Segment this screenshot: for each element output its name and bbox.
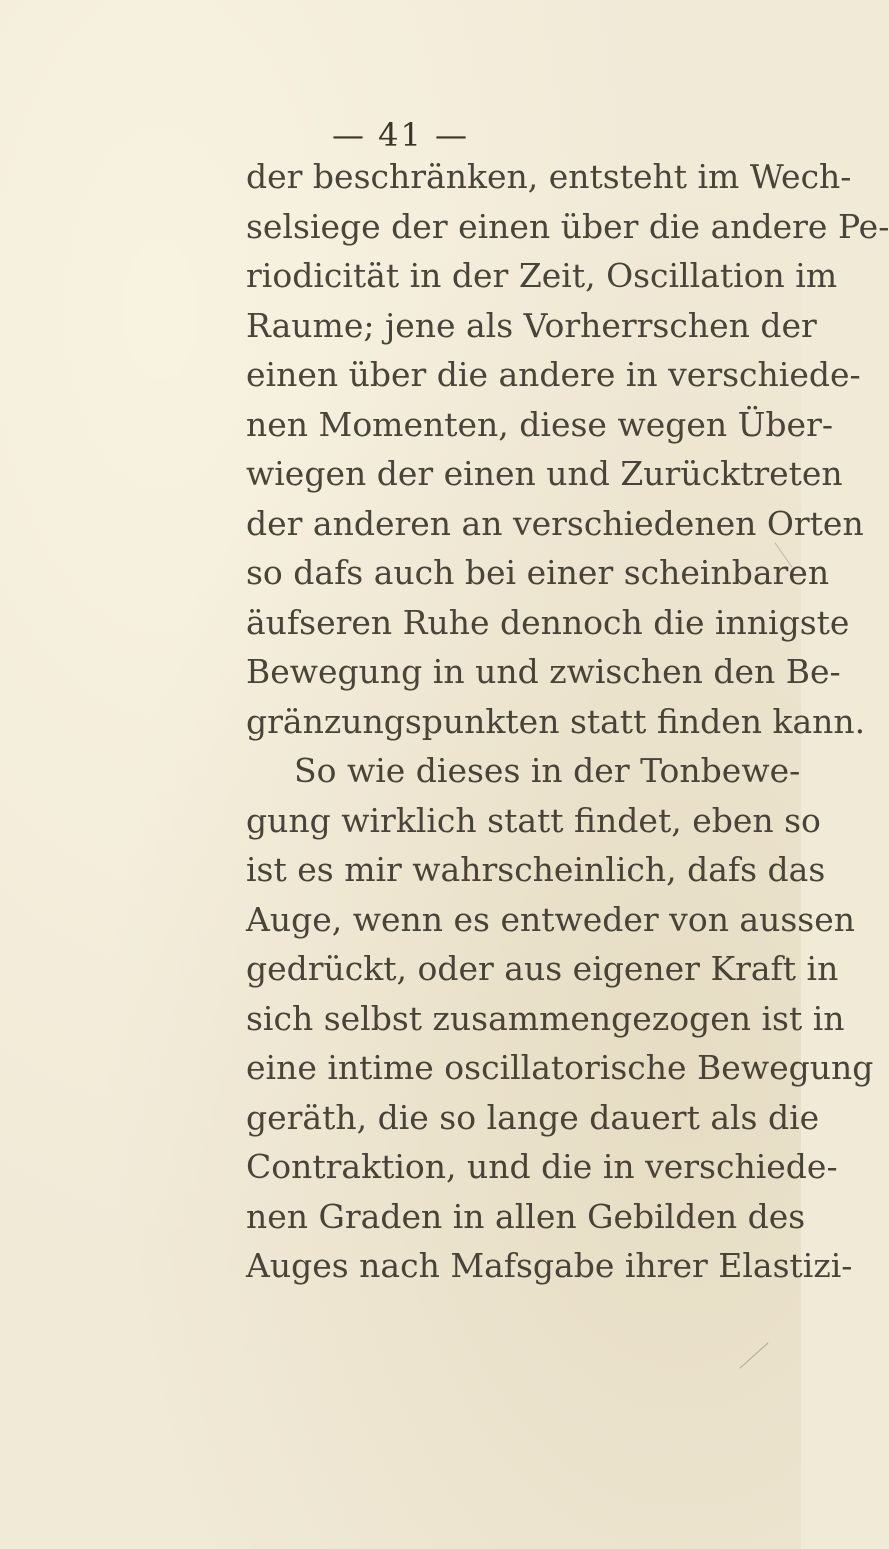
text-line: riodicität in der Zeit, Oscillation im <box>246 256 838 295</box>
text-line: der anderen an verschiedenen Orten <box>246 503 864 543</box>
text-line: Bewegung in und zwischen den Be- <box>246 652 841 691</box>
text-line: Auge, wenn es entweder von aussen <box>246 899 856 939</box>
text-body <box>246 152 889 1291</box>
text-line: gränzungspunkten statt finden kann. <box>246 701 866 741</box>
text-line: selsiege der einen über die andere Pe- <box>246 206 889 246</box>
text-line: ist es mir wahrscheinlich, dafs das <box>246 850 826 889</box>
text-line: nen Graden in allen Gebilden des <box>246 1196 806 1236</box>
text-line: nen Momenten, diese wegen Über- <box>246 404 834 444</box>
text-line: Contraktion, und die in verschiede- <box>246 1147 838 1186</box>
text-line: so dafs auch bei einer scheinbaren <box>246 553 830 592</box>
page-number: — 41 — <box>331 116 470 154</box>
text-line: So wie dieses in der Tonbewe- <box>294 751 801 790</box>
text-line: geräth, die so lange dauert als die <box>246 1097 820 1137</box>
text-line: sich selbst zusammengezogen ist in <box>246 998 845 1038</box>
text-line: gung wirklich statt findet, eben so <box>246 800 821 840</box>
text-line: wiegen der einen und Zurücktreten <box>246 454 843 493</box>
text-line: der beschränken, entsteht im Wech- <box>246 157 852 196</box>
text-line: einen über die andere in verschiede- <box>246 355 861 394</box>
text-line: Auges nach Mafsgabe ihrer Elastizi- <box>246 1246 853 1285</box>
text-line: äufseren Ruhe dennoch die innigste <box>246 602 850 642</box>
text-line: Raume; jene als Vorherrschen der <box>246 305 817 345</box>
pencil-mark <box>740 1342 769 1368</box>
text-line: eine intime oscillatorische Bewegung <box>246 1048 874 1087</box>
text-line: gedrückt, oder aus eigener Kraft in <box>246 949 839 988</box>
